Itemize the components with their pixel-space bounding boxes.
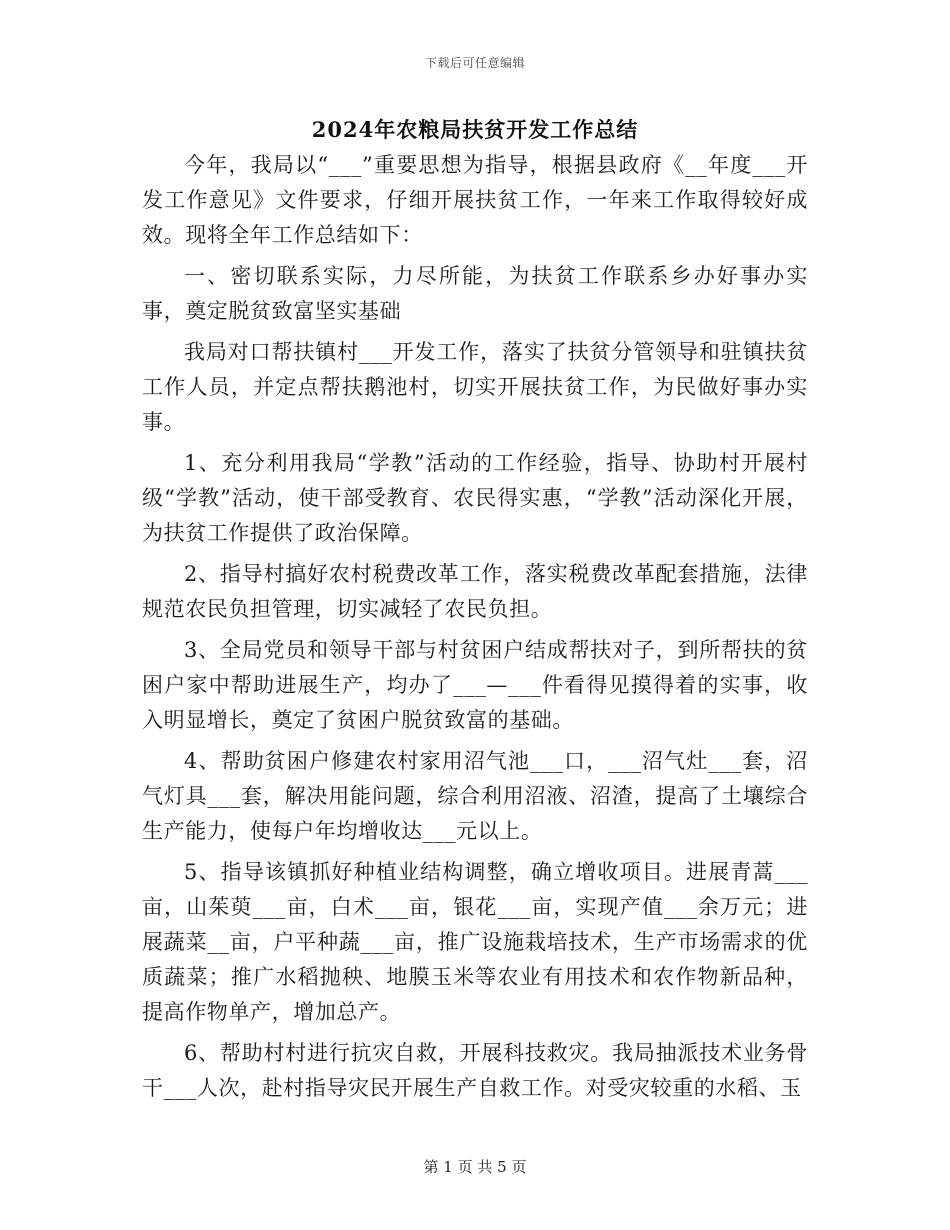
list-item-4: 4、帮助贫困户修建农村家用沼气池___口，___沼气灶___套，沼气灯具___套，解决用能问题，综合利用沼液、沼渣，提高了土壤综合生产能力，使每户年均增收达___元以上。 xyxy=(142,749,808,843)
section-heading-1: 一、密切联系实际，力尽所能，为扶贫工作联系乡办好事办实事，奠定脱贫致富坚实基础 xyxy=(142,264,808,323)
page-header-note: 下载后可任意编辑 xyxy=(424,56,525,70)
list-item-3: 3、全局党员和领导干部与村贫困户结成帮扶对子，到所帮扶的贫困户家中帮助进展生产，均办了___—___件看得见摸得着的实事，收入明显增长，奠定了贫困户脱贫致富的基础。 xyxy=(142,638,808,732)
document-body xyxy=(142,148,808,1112)
list-item-6: 6、帮助村村进行抗灾自救，开展科技救灾。我局抽派技术业务骨干___人次，赴村指导灾民开展生产自救工作。对受灾较重的水稻、玉 xyxy=(142,1041,808,1100)
list-item-2: 2、指导村搞好农村税费改革工作，落实税费改革配套措施，法律规范农民负担管理，切实减轻了农民负担。 xyxy=(142,562,808,621)
intro-paragraph: 今年，我局以“___”重要思想为指导，根据县政府《__年度___开发工作意见》文件要求，仔细开展扶贫工作，一年来工作取得较好成效。现将全年工作总结如下： xyxy=(142,153,808,247)
page-number: 第 1 页 共 5 页 xyxy=(423,1158,527,1176)
body-paragraph: 我局对口帮扶镇村___开发工作，落实了扶贫分管领导和驻镇扶贫工作人员，并定点帮扶鹅池村，切实开展扶贫工作，为民做好事办实事。 xyxy=(142,340,808,434)
list-item-5: 5、指导该镇抓好种植业结构调整，确立增收项目。进展青蒿___亩，山茱萸___亩，白术___亩，银花___亩，实现产值___余万元；进展蔬菜__亩，户平种蔬___亩，推广设施栽培技术，生产市场需求的优质蔬菜；推广水稻抛秧、地膜玉米等农业有用技术和农作物新品种，提高作物单产，增加总产。 xyxy=(142,860,808,1024)
list-item-1: 1、充分利用我局“学教”活动的工作经验，指导、协助村开展村级“学教”活动，使干部受教育、农民得实惠，“学教”活动深化开展，为扶贫工作提供了政治保障。 xyxy=(142,451,808,545)
document-title: 2024年农粮局扶贫开发工作总结 xyxy=(311,117,639,142)
